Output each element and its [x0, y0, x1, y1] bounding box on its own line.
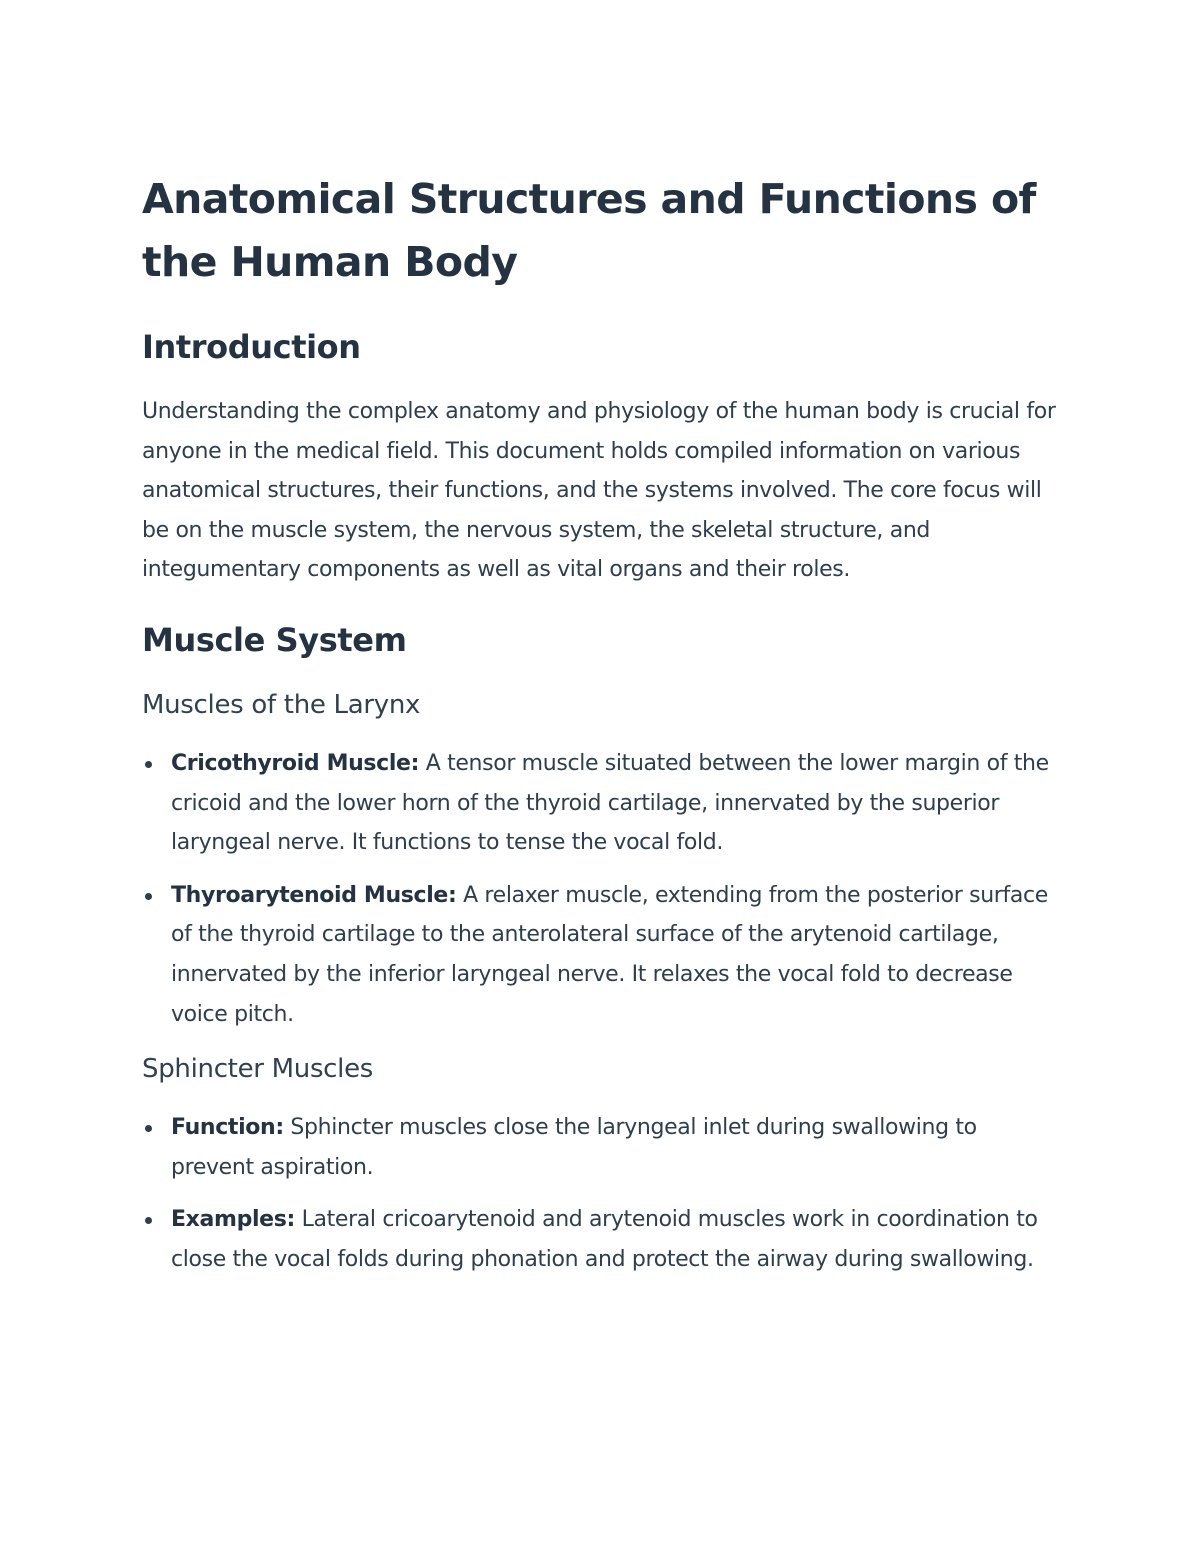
list-item-term: Function:	[171, 1115, 284, 1141]
list-item	[142, 1200, 1062, 1279]
list-item	[142, 744, 1062, 863]
bullet-icon	[145, 1217, 152, 1224]
list-item-text: A tensor muscle situated between the lower margin of the cricoid and the lower horn of the thyroid cartilage, innervated by the superior laryngeal nerve. It functions to tense the vocal fold.	[171, 750, 1049, 856]
sphincter-muscles-list	[142, 1108, 1062, 1279]
list-item-term: Examples:	[171, 1207, 295, 1233]
bullet-icon	[145, 893, 152, 900]
introduction-paragraph: Understanding the complex anatomy and physiology of the human body is crucial for anyone in the medical field. This document holds compiled information on various anatomical structures, their functions, and the systems involved. The core focus will be on the muscle system, the nervous system, the skeletal structure, and integumentary components as well as vital organs and their roles.	[142, 399, 1056, 583]
introduction-heading: Introduction	[142, 328, 361, 366]
document-page	[142, 168, 1062, 1293]
list-item-text: Lateral cricoarytenoid and arytenoid muscles work in coordination to close the vocal folds during phonation and protect the airway during swallowing.	[171, 1207, 1038, 1272]
bullet-icon	[145, 1125, 152, 1132]
list-item	[142, 1108, 1062, 1187]
larynx-muscles-list	[142, 744, 1062, 1034]
list-item-term: Thyroarytenoid Muscle:	[171, 882, 457, 908]
muscle-system-heading: Muscle System	[142, 620, 407, 659]
list-item-text: Sphincter muscles close the laryngeal inlet during swallowing to prevent aspiration.	[171, 1115, 977, 1180]
bullet-icon	[145, 761, 152, 768]
sphincter-muscles-heading: Sphincter Muscles	[142, 1054, 374, 1085]
larynx-muscles-heading: Muscles of the Larynx	[142, 689, 421, 720]
document-title: Anatomical Structures and Functions of the Human Body	[142, 175, 1036, 286]
list-item-text: A relaxer muscle, extending from the posterior surface of the thyroid cartilage to the anterolateral surface of the arytenoid cartilage, innervated by the inferior laryngeal nerve. It relaxes the vocal fold to decrease voice pitch.	[171, 882, 1048, 1027]
list-item-term: Cricothyroid Muscle:	[171, 750, 420, 776]
list-item	[142, 876, 1062, 1034]
